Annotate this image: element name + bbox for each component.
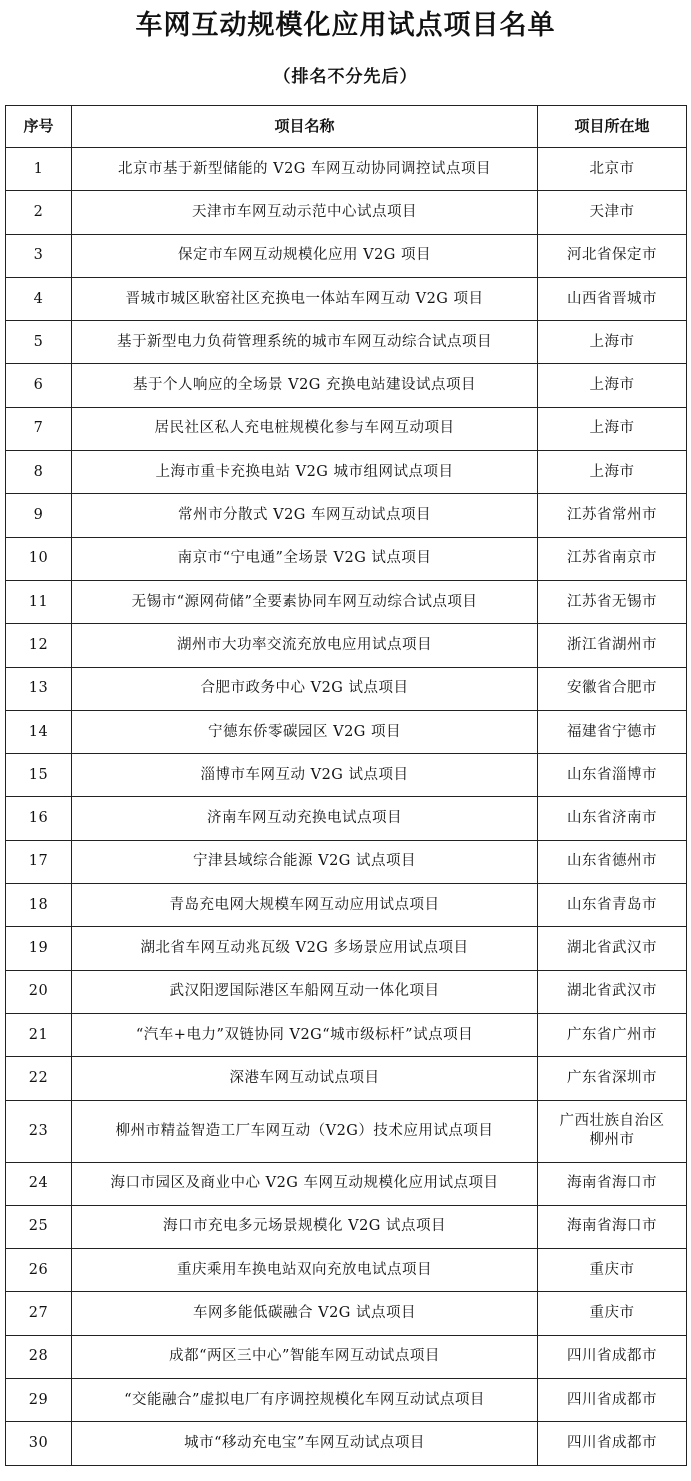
project-location: 江苏省常州市 xyxy=(538,494,687,537)
project-location: 湖北省武汉市 xyxy=(538,970,687,1013)
row-number: 20 xyxy=(6,970,72,1013)
project-location: 海南省海口市 xyxy=(538,1205,687,1248)
header-no: 序号 xyxy=(6,106,72,148)
project-location: 广东省深圳市 xyxy=(538,1057,687,1100)
row-number: 18 xyxy=(6,884,72,927)
table-row xyxy=(6,1379,687,1422)
project-location: 湖北省武汉市 xyxy=(538,927,687,970)
row-number: 5 xyxy=(6,321,72,364)
row-number: 1 xyxy=(6,148,72,191)
table-row xyxy=(6,537,687,580)
project-name: 城市“移动充电宝”车网互动试点项目 xyxy=(72,1422,538,1465)
project-name: 重庆乘用车换电站双向充放电试点项目 xyxy=(72,1249,538,1292)
project-location xyxy=(538,1100,687,1162)
project-name: 北京市基于新型储能的 V2G 车网互动协同调控试点项目 xyxy=(72,148,538,191)
project-location: 浙江省湖州市 xyxy=(538,624,687,667)
project-location: 福建省宁德市 xyxy=(538,710,687,753)
row-number: 29 xyxy=(6,1379,72,1422)
table-row xyxy=(6,797,687,840)
project-location-line: 广西壮族自治区 xyxy=(559,1113,665,1130)
page-title: 车网互动规模化应用试点项目名单 xyxy=(135,10,556,41)
project-location: 山东省济南市 xyxy=(538,797,687,840)
row-number: 13 xyxy=(6,667,72,710)
project-name: 基于新型电力负荷管理系统的城市车网互动综合试点项目 xyxy=(72,321,538,364)
project-location: 山东省青岛市 xyxy=(538,884,687,927)
project-name: 保定市车网互动规模化应用 V2G 项目 xyxy=(72,234,538,277)
table-row xyxy=(6,927,687,970)
row-number: 28 xyxy=(6,1335,72,1378)
table-row xyxy=(6,1013,687,1056)
table-row xyxy=(6,667,687,710)
project-name: 海口市园区及商业中心 V2G 车网互动规模化应用试点项目 xyxy=(72,1162,538,1205)
project-name: 居民社区私人充电桩规模化参与车网互动项目 xyxy=(72,407,538,450)
table-row xyxy=(6,624,687,667)
table-row xyxy=(6,970,687,1013)
table-row xyxy=(6,364,687,407)
project-name: “汽车+电力”双链协同 V2G“城市级标杆”试点项目 xyxy=(72,1013,538,1056)
table-row xyxy=(6,191,687,234)
table-row xyxy=(6,277,687,320)
project-location: 上海市 xyxy=(538,451,687,494)
project-location: 河北省保定市 xyxy=(538,234,687,277)
project-name: 济南车网互动充换电试点项目 xyxy=(72,797,538,840)
project-name: 海口市充电多元场景规模化 V2G 试点项目 xyxy=(72,1205,538,1248)
project-location: 四川省成都市 xyxy=(538,1379,687,1422)
table-row xyxy=(6,494,687,537)
project-name: 宁津县域综合能源 V2G 试点项目 xyxy=(72,840,538,883)
project-location: 海南省海口市 xyxy=(538,1162,687,1205)
row-number: 19 xyxy=(6,927,72,970)
table-row xyxy=(6,1335,687,1378)
row-number: 25 xyxy=(6,1205,72,1248)
project-name: 车网多能低碳融合 V2G 试点项目 xyxy=(72,1292,538,1335)
project-location: 山东省淄博市 xyxy=(538,754,687,797)
project-name: 合肥市政务中心 V2G 试点项目 xyxy=(72,667,538,710)
project-location: 上海市 xyxy=(538,364,687,407)
project-location: 上海市 xyxy=(538,321,687,364)
project-location: 天津市 xyxy=(538,191,687,234)
project-name: 成都“两区三中心”智能车网互动试点项目 xyxy=(72,1335,538,1378)
row-number: 24 xyxy=(6,1162,72,1205)
project-location: 重庆市 xyxy=(538,1292,687,1335)
row-number: 17 xyxy=(6,840,72,883)
row-number: 16 xyxy=(6,797,72,840)
project-location: 四川省成都市 xyxy=(538,1335,687,1378)
table-row xyxy=(6,754,687,797)
project-location: 江苏省无锡市 xyxy=(538,580,687,623)
table-row xyxy=(6,1162,687,1205)
project-location: 山西省晋城市 xyxy=(538,277,687,320)
table-row xyxy=(6,1249,687,1292)
project-location: 重庆市 xyxy=(538,1249,687,1292)
project-location: 四川省成都市 xyxy=(538,1422,687,1465)
row-number: 4 xyxy=(6,277,72,320)
table-row xyxy=(6,840,687,883)
row-number: 8 xyxy=(6,451,72,494)
project-location: 安徽省合肥市 xyxy=(538,667,687,710)
row-number: 15 xyxy=(6,754,72,797)
row-number: 3 xyxy=(6,234,72,277)
page-subtitle: （排名不分先后） xyxy=(273,67,418,87)
table-row xyxy=(6,1057,687,1100)
table-row xyxy=(6,1100,687,1162)
row-number: 11 xyxy=(6,580,72,623)
table-body xyxy=(6,148,687,1466)
header-location: 项目所在地 xyxy=(538,106,687,148)
row-number: 2 xyxy=(6,191,72,234)
row-number: 21 xyxy=(6,1013,72,1056)
project-location: 北京市 xyxy=(538,148,687,191)
project-location: 上海市 xyxy=(538,407,687,450)
project-name: 柳州市精益智造工厂车网互动（V2G）技术应用试点项目 xyxy=(72,1100,538,1162)
table-row xyxy=(6,1292,687,1335)
project-name: 宁德东侨零碳园区 V2G 项目 xyxy=(72,710,538,753)
header-project-name: 项目名称 xyxy=(72,106,538,148)
project-name: 湖州市大功率交流充放电应用试点项目 xyxy=(72,624,538,667)
project-name: 武汉阳逻国际港区车船网互动一体化项目 xyxy=(72,970,538,1013)
project-name: 无锡市“源网荷储”全要素协同车网互动综合试点项目 xyxy=(72,580,538,623)
row-number: 7 xyxy=(6,407,72,450)
project-location: 江苏省南京市 xyxy=(538,537,687,580)
row-number: 12 xyxy=(6,624,72,667)
project-name: 深港车网互动试点项目 xyxy=(72,1057,538,1100)
table-row xyxy=(6,710,687,753)
table-row xyxy=(6,148,687,191)
table-row xyxy=(6,1422,687,1465)
project-name: 基于个人响应的全场景 V2G 充换电站建设试点项目 xyxy=(72,364,538,407)
table-row xyxy=(6,1205,687,1248)
row-number: 23 xyxy=(6,1100,72,1162)
table-row xyxy=(6,234,687,277)
row-number: 10 xyxy=(6,537,72,580)
table-header-row xyxy=(6,106,687,148)
project-location-line: 柳州市 xyxy=(589,1132,635,1149)
project-name: 上海市重卡充换电站 V2G 城市组网试点项目 xyxy=(72,451,538,494)
row-number: 9 xyxy=(6,494,72,537)
project-table xyxy=(5,105,687,1466)
table-row xyxy=(6,884,687,927)
project-name: 南京市“宁电通”全场景 V2G 试点项目 xyxy=(72,537,538,580)
project-location: 广东省广州市 xyxy=(538,1013,687,1056)
row-number: 26 xyxy=(6,1249,72,1292)
project-name: “交能融合”虚拟电厂有序调控规模化车网互动试点项目 xyxy=(72,1379,538,1422)
row-number: 30 xyxy=(6,1422,72,1465)
project-location: 山东省德州市 xyxy=(538,840,687,883)
project-name: 湖北省车网互动兆瓦级 V2G 多场景应用试点项目 xyxy=(72,927,538,970)
table-row xyxy=(6,407,687,450)
project-name: 淄博市车网互动 V2G 试点项目 xyxy=(72,754,538,797)
table-row xyxy=(6,580,687,623)
project-name: 晋城市城区耿窑社区充换电一体站车网互动 V2G 项目 xyxy=(72,277,538,320)
row-number: 14 xyxy=(6,710,72,753)
table-row xyxy=(6,321,687,364)
table-row xyxy=(6,451,687,494)
row-number: 22 xyxy=(6,1057,72,1100)
project-name: 常州市分散式 V2G 车网互动试点项目 xyxy=(72,494,538,537)
project-name: 青岛充电网大规模车网互动应用试点项目 xyxy=(72,884,538,927)
row-number: 6 xyxy=(6,364,72,407)
project-name: 天津市车网互动示范中心试点项目 xyxy=(72,191,538,234)
row-number: 27 xyxy=(6,1292,72,1335)
